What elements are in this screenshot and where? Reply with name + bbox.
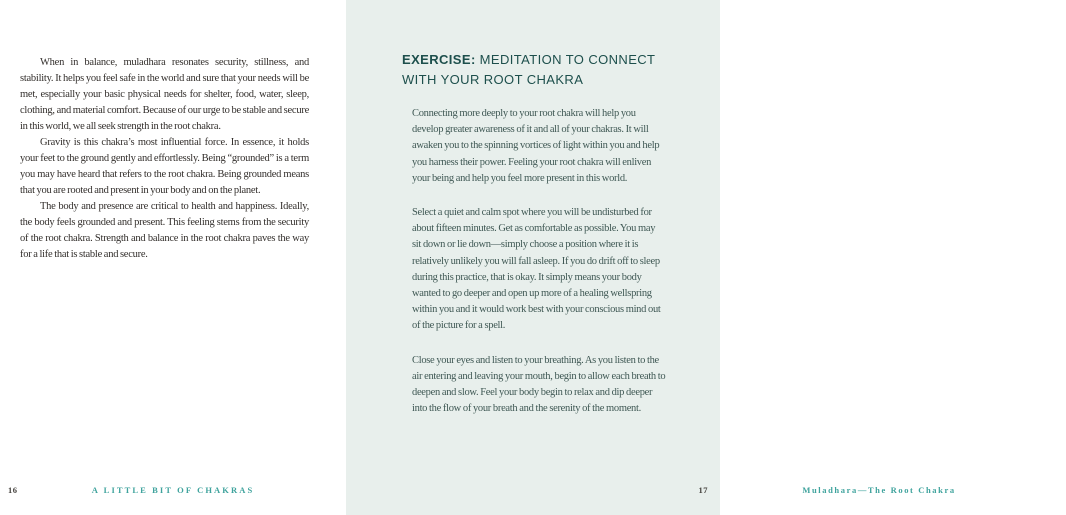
exercise-heading-label: EXERCISE: [402,52,476,67]
exercise-heading [402,50,682,89]
paragraph: The body and presence are critical to health and happiness. Ideally, the body feels grounded and present. This feeling stems from the security of the root chakra. Strength and balance in the root chakra paves the way for a life that is stable and secure. [20,201,309,260]
left-page-body [20,55,309,263]
right-page [346,0,956,515]
right-page-body [412,106,666,435]
exercise-heading-title: MEDITATION TO CONNECT WITH YOUR ROOT CHAKRA [402,52,656,87]
running-title-book: A LITTLE BIT OF CHAKRAS [91,485,255,495]
running-title-chapter: Muladhara—The Root Chakra [802,485,956,495]
paragraph: Select a quiet and calm spot where you will be undisturbed for about fifteen minutes. Get as comfortable as possible. You may sit down or lie down—simply choose a position where it is relatively unlikely you will fall asleep. If you do drift off to sleep during this practice, that is okay. It simply means your body wanted to go deeper and open up more of a healing wellspring within you and it would work best with your conscious mind out of the picture for a spell. [412,207,661,332]
page-number-left: 16 [8,485,18,495]
page-number-right: 17 [698,485,708,495]
paragraph: Gravity is this chakra’s most influential force. In essence, it holds your feet to the ground gently and effortlessly. Being “grounded” is a term you may have heard that refers to the root chakra. Being grounded means that you are rooted and present in your body and on the planet. [20,137,309,196]
paragraph: When in balance, muladhara resonates security, stillness, and stability. It helps you feel safe in the world and sure that your needs will be met, especially your basic physical needs for shelter, food, water, sleep, clothing, and material comfort. Because of our urge to be stable and secure in this world, we all seek strength in the root chakra. [20,57,309,132]
paragraph: Close your eyes and listen to your breathing. As you listen to the air entering and leaving your mouth, begin to allow each breath to deepen and slow. Feel your body begin to relax and dip deeper into the flow of your breath and the serenity of the moment. [412,354,666,415]
paragraph: Connecting more deeply to your root chakra will help you develop greater awareness of it and all of your chakras. It will awaken you to the spinning vortices of light within you and help you harness their power. Feeling your root chakra will enliven your being and help you feel more present in this world. [412,108,660,184]
left-page [0,0,346,515]
